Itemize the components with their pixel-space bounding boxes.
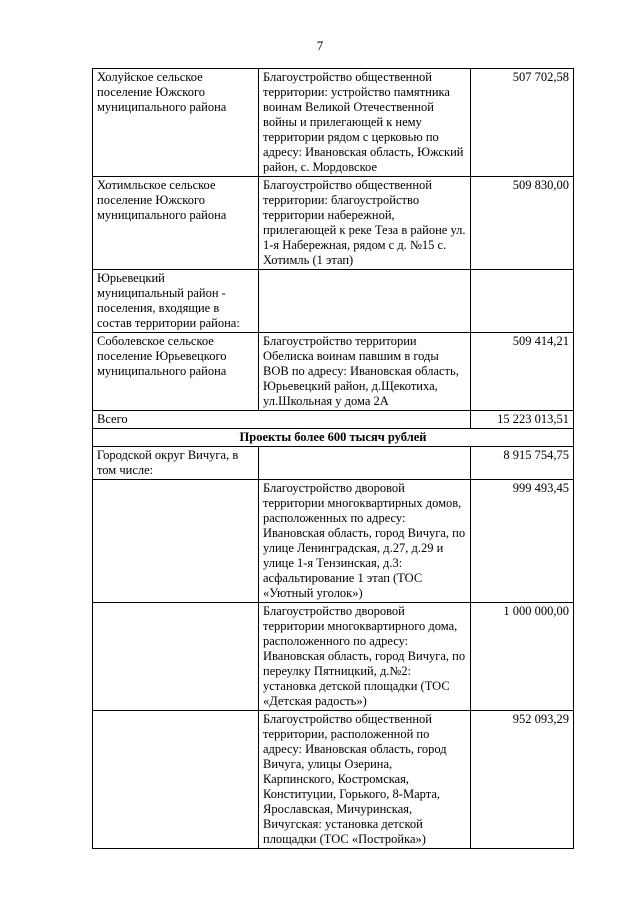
district-amount: 8 915 754,75 bbox=[471, 447, 574, 480]
project-description: Благоустройство общественной территории, расположенной по адресу: Ивановская область, город Вичуга, улицы Озерина, Карпинского, Костромская, Конституции, Горького, 8-Марта, Ярославская, Мичуринская, Вичугская: установка детской площадки (ТОС «Постройка») bbox=[263, 712, 447, 846]
municipality-name: Юрьевецкий муниципальный район - поселения, входящие в состав территории района: bbox=[97, 271, 240, 330]
project-cell bbox=[259, 447, 471, 480]
table-row bbox=[93, 711, 574, 849]
section-heading: Проекты более 600 тысяч рублей bbox=[93, 429, 574, 447]
project-description: Благоустройство общественной территории: благоустройство территории набережной, прилегающей к реке Теза в районе ул. 1-я Набережная, рядом с д. №15 с. Хотимль (1 этап) bbox=[263, 178, 466, 267]
budget-table bbox=[92, 68, 574, 849]
table-row bbox=[93, 177, 574, 270]
project-cell bbox=[259, 603, 471, 711]
amount-value: 507 702,58 bbox=[512, 70, 569, 84]
project-cell bbox=[259, 177, 471, 270]
project-description: Благоустройство дворовой территории многоквартирных домов, расположенных по адресу: Ивановская область, город Вичуга, по улице Ленинградская, д.27, д.29 и улице 1-я Тензинская, д.3: асфальтирование 1 этап (ТОС «Уютный уголок») bbox=[263, 481, 466, 600]
municipality-cell bbox=[93, 603, 259, 711]
total-amount: 15 223 013,51 bbox=[471, 411, 574, 429]
project-cell bbox=[259, 711, 471, 849]
district-name: Городской округ Вичуга, в том числе: bbox=[93, 447, 259, 480]
amount-value: 509 830,00 bbox=[512, 178, 569, 192]
municipality-name: Хотимльское сельское поселение Южского муниципального района bbox=[97, 178, 227, 222]
total-label: Всего bbox=[93, 411, 471, 429]
project-description: Благоустройство общественной территории: устройство памятника воинам Великой Отечественной войны и прилегающей к нему территории рядом с церковью по адресу: Ивановская область, Южский район, с. Мордовское bbox=[263, 70, 464, 174]
amount-value: 509 414,21 bbox=[512, 334, 569, 348]
table-row bbox=[93, 333, 574, 411]
project-description: Благоустройство дворовой территории многоквартирного дома, расположенного по адресу: Ивановская область, город Вичуга, по переулку Пятницкий, д.№2: установка детской площадки (ТОС «Детская радость») bbox=[263, 604, 466, 708]
municipality-cell bbox=[93, 270, 259, 333]
section-heading-row bbox=[93, 429, 574, 447]
total-row bbox=[93, 411, 574, 429]
table-row bbox=[93, 270, 574, 333]
municipality-name: Соболевское сельское поселение Юрьевецкого муниципального района bbox=[97, 334, 227, 378]
table-row bbox=[93, 480, 574, 603]
municipality-cell bbox=[93, 480, 259, 603]
district-row bbox=[93, 447, 574, 480]
project-cell bbox=[259, 333, 471, 411]
amount-cell bbox=[471, 177, 574, 270]
project-description: Благоустройство территории Обелиска воинам павшим в годы ВОВ по адресу: Ивановская область, Юрьевецкий район, д.Щекотиха, ул.Школьная у дома 2А bbox=[263, 334, 459, 408]
project-cell bbox=[259, 69, 471, 177]
table-row bbox=[93, 603, 574, 711]
amount-value: 1 000 000,00 bbox=[503, 604, 569, 618]
amount-value: 999 493,45 bbox=[512, 481, 569, 495]
municipality-cell bbox=[93, 333, 259, 411]
project-cell bbox=[259, 270, 471, 333]
page-number: 7 bbox=[316, 38, 324, 53]
municipality-name: Холуйское сельское поселение Южского муниципального района bbox=[97, 70, 227, 114]
municipality-cell bbox=[93, 69, 259, 177]
amount-cell bbox=[471, 711, 574, 849]
municipality-cell bbox=[93, 177, 259, 270]
amount-cell bbox=[471, 270, 574, 333]
table-row bbox=[93, 69, 574, 177]
amount-value: 952 093,29 bbox=[512, 712, 569, 726]
amount-cell bbox=[471, 603, 574, 711]
amount-cell bbox=[471, 333, 574, 411]
project-cell bbox=[259, 480, 471, 603]
amount-cell bbox=[471, 69, 574, 177]
amount-cell bbox=[471, 480, 574, 603]
municipality-cell bbox=[93, 711, 259, 849]
